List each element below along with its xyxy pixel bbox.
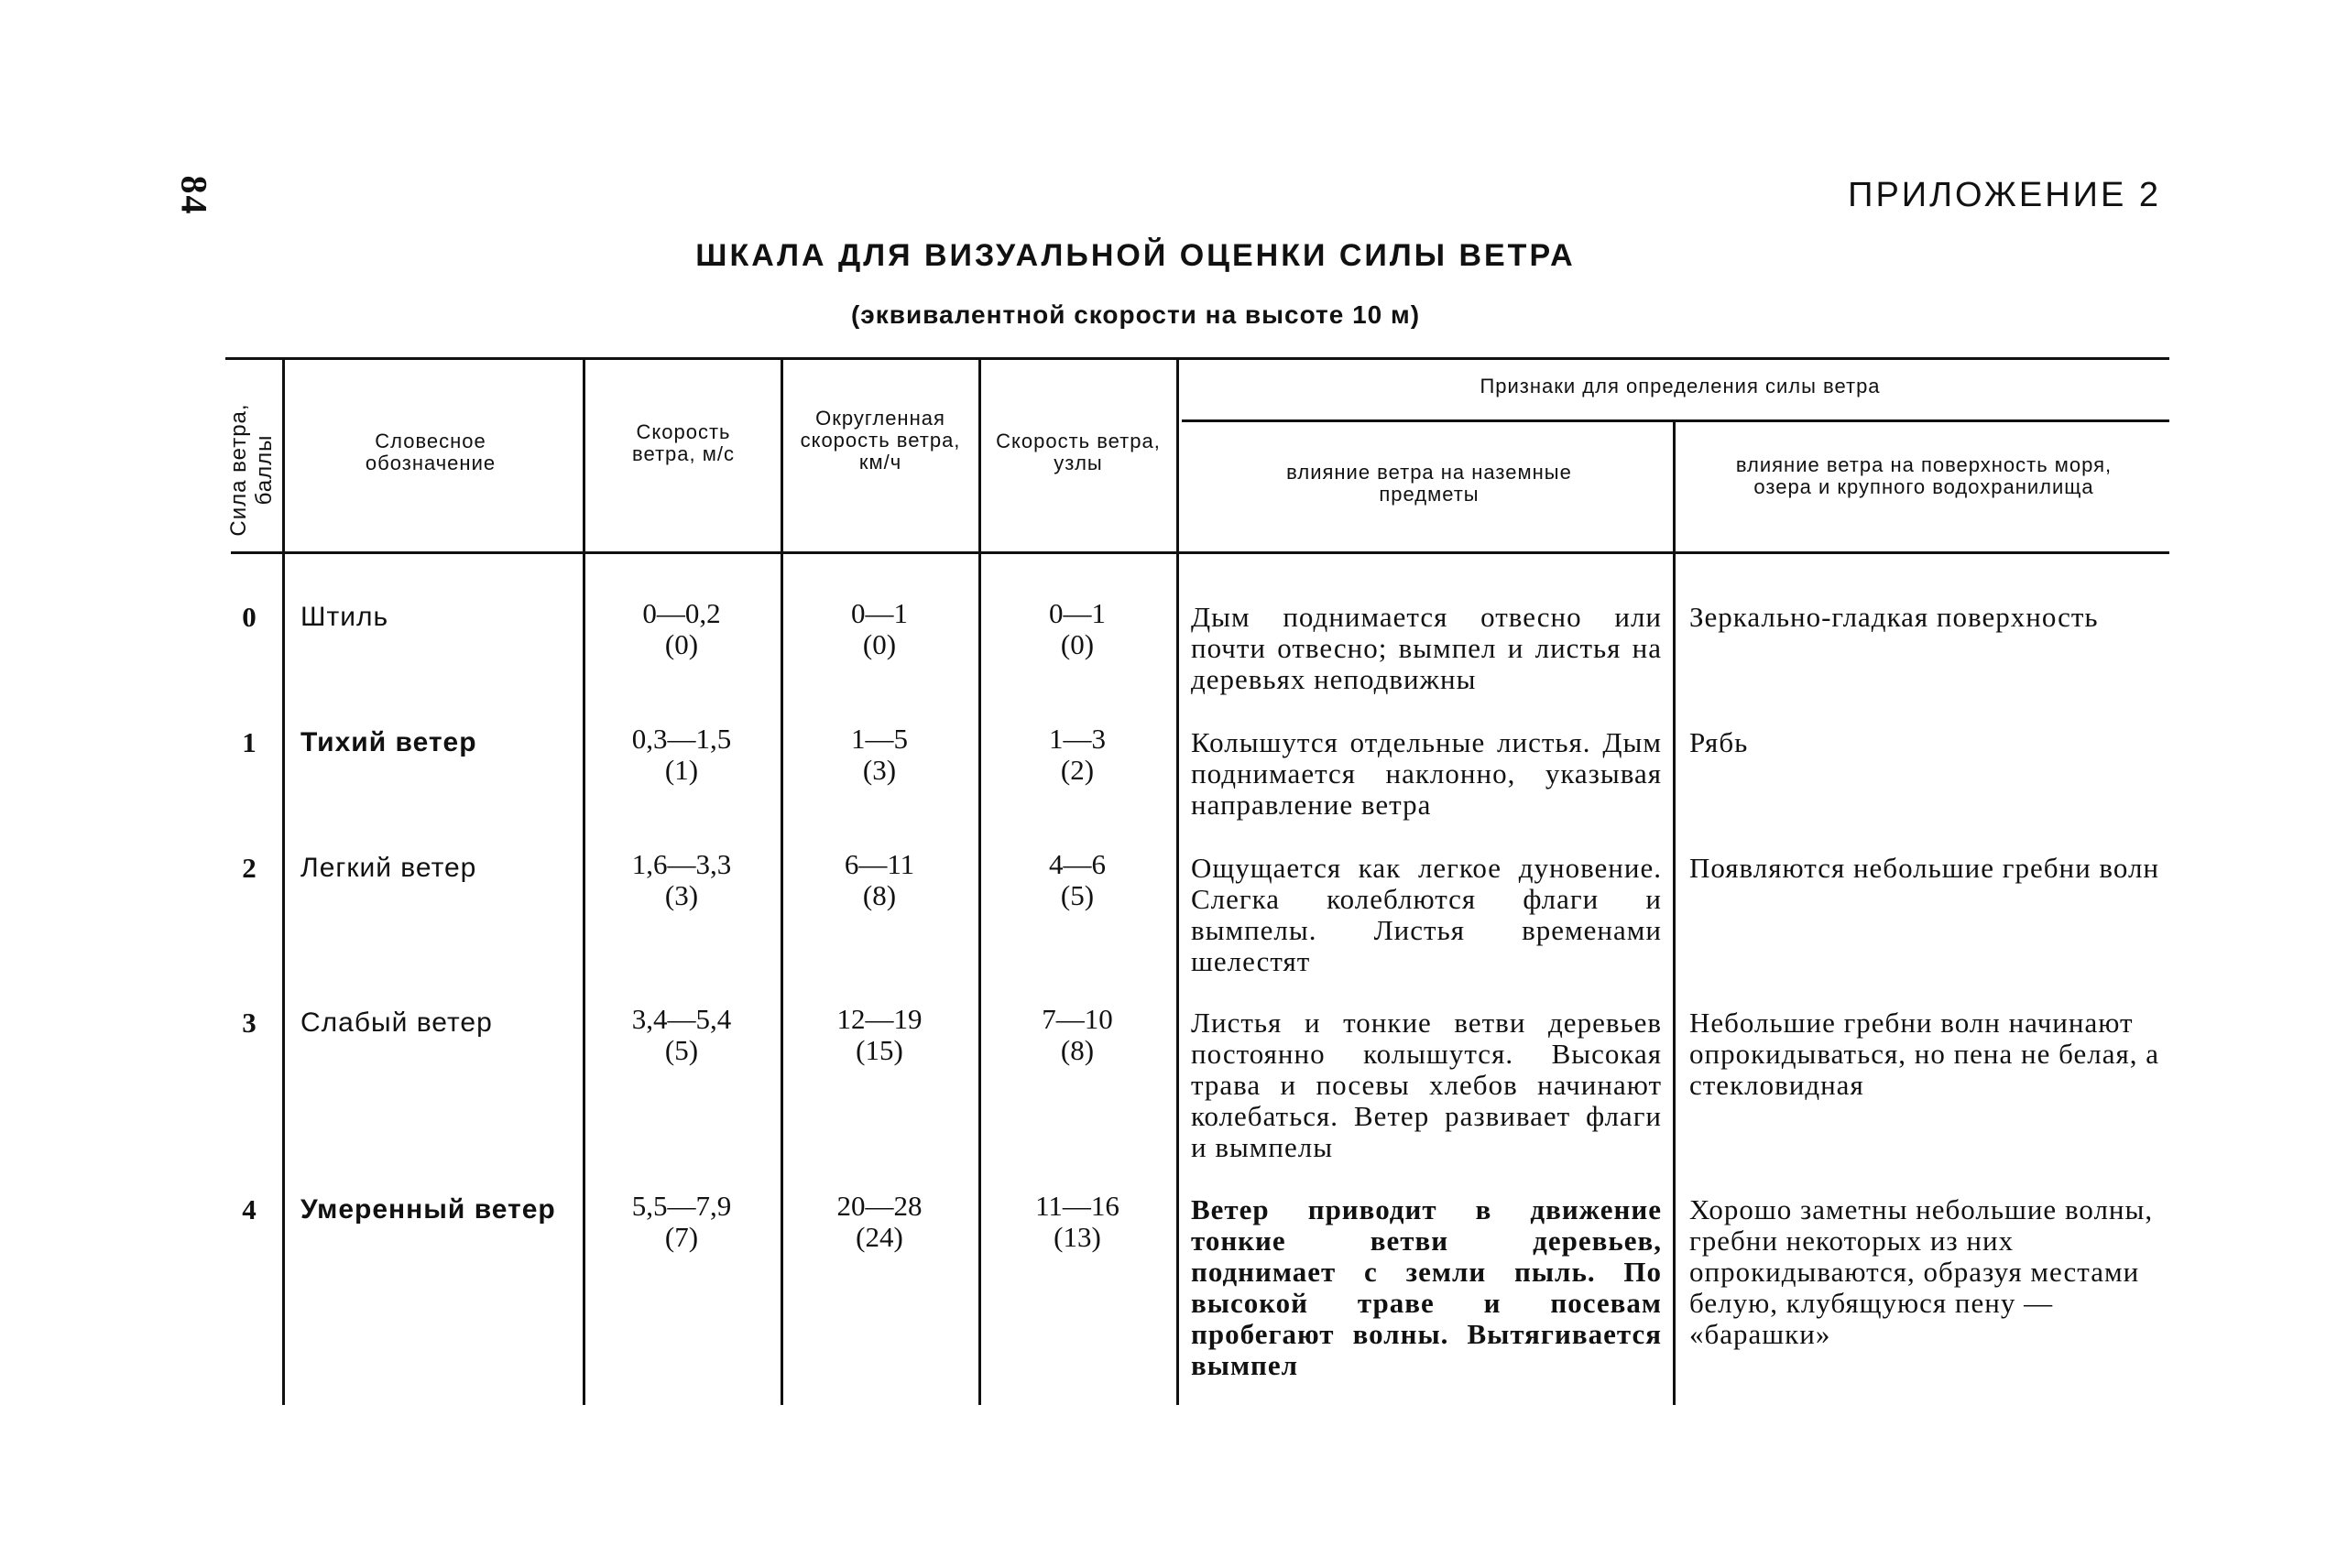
- appendix-label: ПРИЛОЖЕНИЕ 2: [1848, 176, 2161, 214]
- speed-kmh-range: 0—1: [851, 597, 908, 629]
- force-value: 4: [242, 1193, 257, 1225]
- speed-kmh-range: 1—5: [851, 723, 908, 755]
- speed-knots: [982, 1191, 1173, 1253]
- land-effect: Колышутся отдельные листья. Дым поднимается наклонно, указывая направление ветра: [1191, 726, 1662, 821]
- speed-ms: [586, 598, 777, 660]
- speed-ms: [586, 1004, 777, 1066]
- speed-ms: [586, 849, 777, 911]
- sea-effect: Хорошо заметны небольшие волны, гребни некоторых из них опрокидываются, образуя местами белую, клубящуюся пену — «барашки»: [1689, 1193, 2154, 1350]
- speed-kmh: [784, 724, 975, 786]
- page-title: ШКАЛА ДЛЯ ВИЗУАЛЬНОЙ ОЦЕНКИ СИЛЫ ВЕТРА: [695, 238, 1576, 273]
- table-top-rule: [225, 357, 2169, 360]
- wind-name: Умеренный ветер: [300, 1194, 556, 1225]
- land-effect: Ветер приводит в движение тонкие ветви деревьев, поднимает с земли пыль. По высокой траве и посевам пробегают волны. Вытягивается вымпел: [1191, 1193, 1662, 1381]
- land-effect: Ощущается как легкое дуновение. Слегка колеблются флаги и вымпелы. Листья временами шелестят: [1191, 852, 1662, 977]
- speed-ms-avg: (3): [664, 879, 699, 911]
- speed-ms-avg: (5): [664, 1034, 699, 1066]
- speed-knots-range: 11—16: [1035, 1190, 1119, 1222]
- header-sea: влияние ветра на поверхность моря, озера и крупного водохранилища: [1735, 453, 2113, 498]
- page-number: 84: [173, 175, 215, 216]
- speed-knots: [982, 1004, 1173, 1066]
- wind-name: Легкий ветер: [300, 853, 477, 883]
- col-divider-6: [1673, 421, 1676, 1405]
- speed-ms-range: 3,4—5,4: [631, 1003, 732, 1035]
- speed-kmh-range: 6—11: [844, 848, 915, 880]
- speed-kmh-avg: (24): [856, 1221, 903, 1253]
- header-speed-kmh: Округленная скорость ветра, км/ч: [800, 407, 961, 474]
- speed-knots: [982, 849, 1173, 911]
- wind-name: Слабый ветер: [300, 1007, 493, 1038]
- header-speed-knots: Скорость ветра, узлы: [996, 430, 1161, 474]
- header-force: Сила ветра, баллы: [226, 403, 277, 537]
- speed-kmh-avg: (3): [862, 754, 897, 786]
- speed-kmh-avg: (15): [856, 1034, 903, 1066]
- speed-kmh-avg: (8): [862, 879, 897, 911]
- speed-ms: [586, 724, 777, 786]
- speed-kmh: [784, 598, 975, 660]
- signs-sub-rule: [1182, 419, 2169, 422]
- speed-knots: [982, 724, 1173, 786]
- force-value: 1: [242, 726, 257, 758]
- speed-kmh-range: 12—19: [836, 1003, 923, 1035]
- land-effect: Листья и тонкие ветви деревьев постоянно колышутся. Высокая трава и посевы хлебов начинают колебаться. Ветер развивает флаги и вымпелы: [1191, 1007, 1662, 1163]
- header-land: влияние ветра на наземные предметы: [1286, 461, 1572, 506]
- speed-ms-range: 0,3—1,5: [631, 723, 732, 755]
- col-divider-5: [1176, 359, 1179, 1405]
- force-value: 2: [242, 852, 257, 884]
- speed-knots-avg: (0): [1060, 628, 1095, 660]
- speed-ms-range: 5,5—7,9: [631, 1190, 732, 1222]
- sea-effect: Небольшие гребни волн начинают опрокидываться, но пена не белая, а стекловидная: [1689, 1007, 2159, 1101]
- header-signs: Признаки для определения силы ветра: [1480, 375, 1881, 397]
- wind-name: Тихий ветер: [300, 727, 477, 757]
- speed-knots-range: 4—6: [1049, 848, 1106, 880]
- sea-effect: Зеркально-гладкая поверхность: [1689, 601, 2099, 633]
- land-effect: Дым поднимается отвесно или почти отвесно; вымпел и листья на деревьях неподвижны: [1191, 601, 1662, 695]
- speed-kmh: [784, 1191, 975, 1253]
- speed-knots-range: 1—3: [1049, 723, 1106, 755]
- col-divider-1: [282, 359, 285, 1405]
- header-speed-ms: Скорость ветра, м/с: [632, 420, 735, 465]
- col-divider-4: [978, 359, 981, 1405]
- speed-knots: [982, 598, 1173, 660]
- speed-ms-avg: (0): [664, 628, 699, 660]
- header-name: Словесное обозначение: [365, 430, 497, 474]
- header-bottom-rule: [231, 551, 2169, 554]
- speed-ms-range: 0—0,2: [642, 597, 721, 629]
- wind-name: Штиль: [300, 602, 389, 632]
- speed-kmh: [784, 1004, 975, 1066]
- speed-kmh: [784, 849, 975, 911]
- speed-kmh-range: 20—28: [836, 1190, 923, 1222]
- speed-knots-avg: (5): [1060, 879, 1095, 911]
- speed-knots-avg: (2): [1060, 754, 1095, 786]
- col-divider-2: [583, 359, 585, 1405]
- col-divider-3: [781, 359, 783, 1405]
- sea-effect: Появляются небольшие гребни волн: [1689, 852, 2159, 884]
- speed-knots-avg: (8): [1060, 1034, 1095, 1066]
- speed-ms-range: 1,6—3,3: [631, 848, 732, 880]
- force-value: 3: [242, 1007, 257, 1039]
- page-subtitle: (эквивалентной скорости на высоте 10 м): [850, 300, 1421, 329]
- speed-knots-range: 0—1: [1049, 597, 1106, 629]
- speed-knots-range: 7—10: [1042, 1003, 1113, 1035]
- speed-ms-avg: (7): [664, 1221, 699, 1253]
- speed-knots-avg: (13): [1054, 1221, 1101, 1253]
- speed-kmh-avg: (0): [862, 628, 897, 660]
- sea-effect: Рябь: [1689, 726, 1749, 758]
- speed-ms-avg: (1): [664, 754, 699, 786]
- speed-ms: [586, 1191, 777, 1253]
- force-value: 0: [242, 601, 257, 633]
